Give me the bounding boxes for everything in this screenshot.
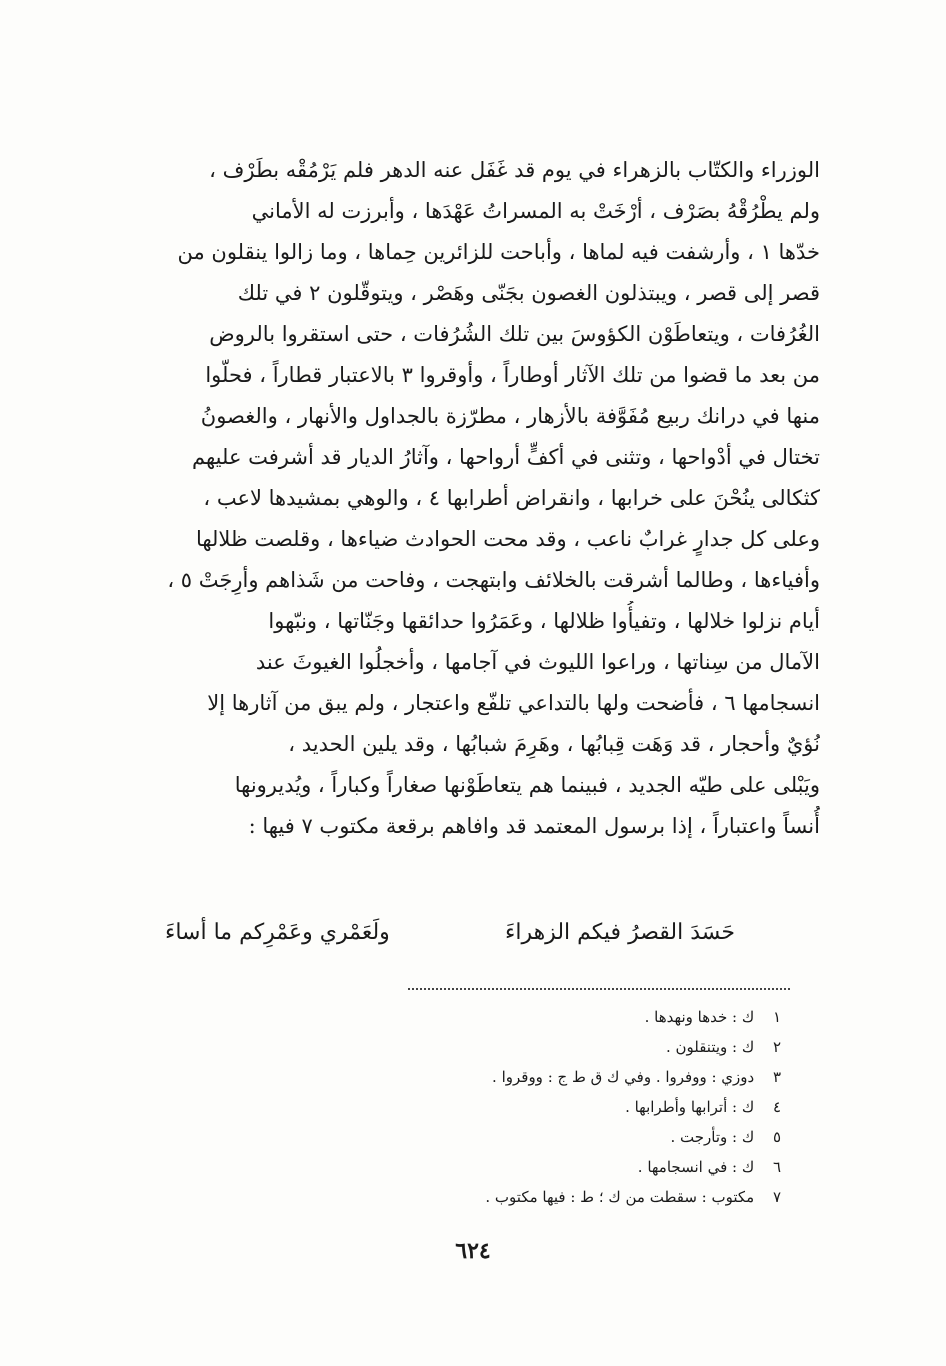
- text-line-16: ويَبْلى على طيّه الجديد ، فبينما هم يتعاطَوْنها صغاراً وكباراً ، ويُديرونها: [234, 773, 820, 797]
- text-line-14: انسجامها ٦ ، فأضحت ولها بالتداعي تلفّع واعتجار ، ولم يبق من آثارها إلا: [207, 691, 820, 715]
- footnote-2: [361, 1032, 781, 1062]
- text-line-10: وعلى كل جدارٍ غرابٌ ناعب ، وقد محت الحوادث ضياءها ، وقلصت ظلالها: [195, 527, 820, 551]
- verse-second-hemistich: ولَعَمْري وعَمْرِكم ما أساءَ: [165, 920, 390, 945]
- text-line-2: ولم يطْرُقْهُ بصَرْف ، أرْخَتْ به المسراتُ عَهْدَها ، وأبرزت له الأماني: [251, 199, 820, 223]
- text-line-15: نُؤيٌ وأحجار ، قد وَهَت قِبابُها ، وهَرِمَ شبابُها ، وقد يلين الحديد ،: [288, 732, 820, 756]
- footnote-4: [361, 1092, 781, 1122]
- footnote-text: دوزي : ووفروا . وفي ك ق ط ج : ووقروا .: [492, 1068, 755, 1086]
- text-line-3: خدّها ١ ، وأرشفت فيه لماها ، وأباحت للزائرين حِماها ، وما زالوا ينقلون من: [177, 240, 820, 264]
- text-line-1: الوزراء والكتّاب بالزهراء في يوم قد غَفَل عنه الدهر فلم يَرْمُقْه بطَرْف ،: [209, 158, 820, 182]
- footnote-6: [361, 1152, 781, 1182]
- footnote-3: [361, 1062, 781, 1092]
- text-line-9: كثكالى ينُحْنَ على خرابها ، وانقراض أطرابها ٤ ، والوهي بمشيدها لاعب ،: [203, 486, 820, 510]
- footnote-number: ٤: [772, 1098, 781, 1116]
- footnote-7: [361, 1182, 781, 1212]
- text-line-17: أُنساً واعتباراً ، إذا برسول المعتمد قد وافاهم برقعة مكتوب ٧ فيها :: [248, 814, 820, 838]
- footnote-5: [361, 1122, 781, 1152]
- footnotes: [361, 1002, 781, 1212]
- footnote-text: ك : وتأرجت .: [670, 1128, 755, 1146]
- text-line-11: وأفياءها ، وطالما أشرقت بالخلائف وابتهجت ، وفاحت من شَذاهم وأرِجَتْ ٥ ،: [167, 568, 820, 592]
- main-text: [115, 150, 820, 847]
- text-line-4: قصر إلى قصر ، ويبتذلون الغصون بجَنّى وهَصْر ، ويتوقّلون ٢ في تلك: [237, 281, 820, 305]
- footnote-number: ٥: [772, 1128, 781, 1146]
- footnote-text: ك : أترابها وأطرابها .: [625, 1098, 755, 1116]
- text-line-7: منها في درانك ربيع مُفَوَّفة بالأزهار ، مطرّزة بالجداول والأنهار ، والغصونُ: [200, 404, 820, 428]
- footnote-1: [361, 1002, 781, 1032]
- footnote-number: ٣: [772, 1068, 781, 1086]
- footnote-text: ك : في انسجامها .: [637, 1158, 755, 1176]
- footnote-text: ك : ويتنقلون .: [665, 1038, 755, 1056]
- footnote-number: ١: [772, 1008, 781, 1026]
- text-line-6: من بعد ما قضوا من تلك الآثار أوطاراً ، وأوقروا ٣ بالاعتبار قطاراً ، فحلّوا: [205, 363, 820, 387]
- footnote-number: ٧: [772, 1188, 781, 1206]
- footnote-separator: [408, 988, 790, 990]
- footnote-text: مكتوب : سقطت من ك ؛ ط : فيها مكتوب .: [485, 1188, 755, 1206]
- footnote-number: ٢: [772, 1038, 781, 1056]
- footnote-text: ك : خدها ونهدها .: [644, 1008, 755, 1026]
- footnote-number: ٦: [772, 1158, 781, 1176]
- page-number: ٦٢٤: [455, 1238, 491, 1264]
- text-line-5: الغُرُفات ، ويتعاطَوْن الكؤوسَ بين تلك الشُرُفات ، حتى استقروا بالروض: [209, 322, 820, 346]
- text-line-12: أيام نزلوا خلالها ، وتفيأُوا ظلالها ، وعَمَرُوا حدائقها وجَنّاتها ، ونبّهوا: [268, 609, 820, 633]
- verse-first-hemistich: حَسَدَ القصرُ فيكم الزهراءَ: [504, 920, 735, 945]
- text-line-8: تختال في أدْواحها ، وتثنى في أكفٍّ أرواحها ، وآثارُ الديار قد أشرفت عليهم: [192, 445, 820, 469]
- text-line-13: الآمال من سِناتها ، وراعوا الليوث في آجامها ، وأخجلُوا الغيوثَ عند: [255, 650, 820, 674]
- poem-verse: [165, 913, 735, 953]
